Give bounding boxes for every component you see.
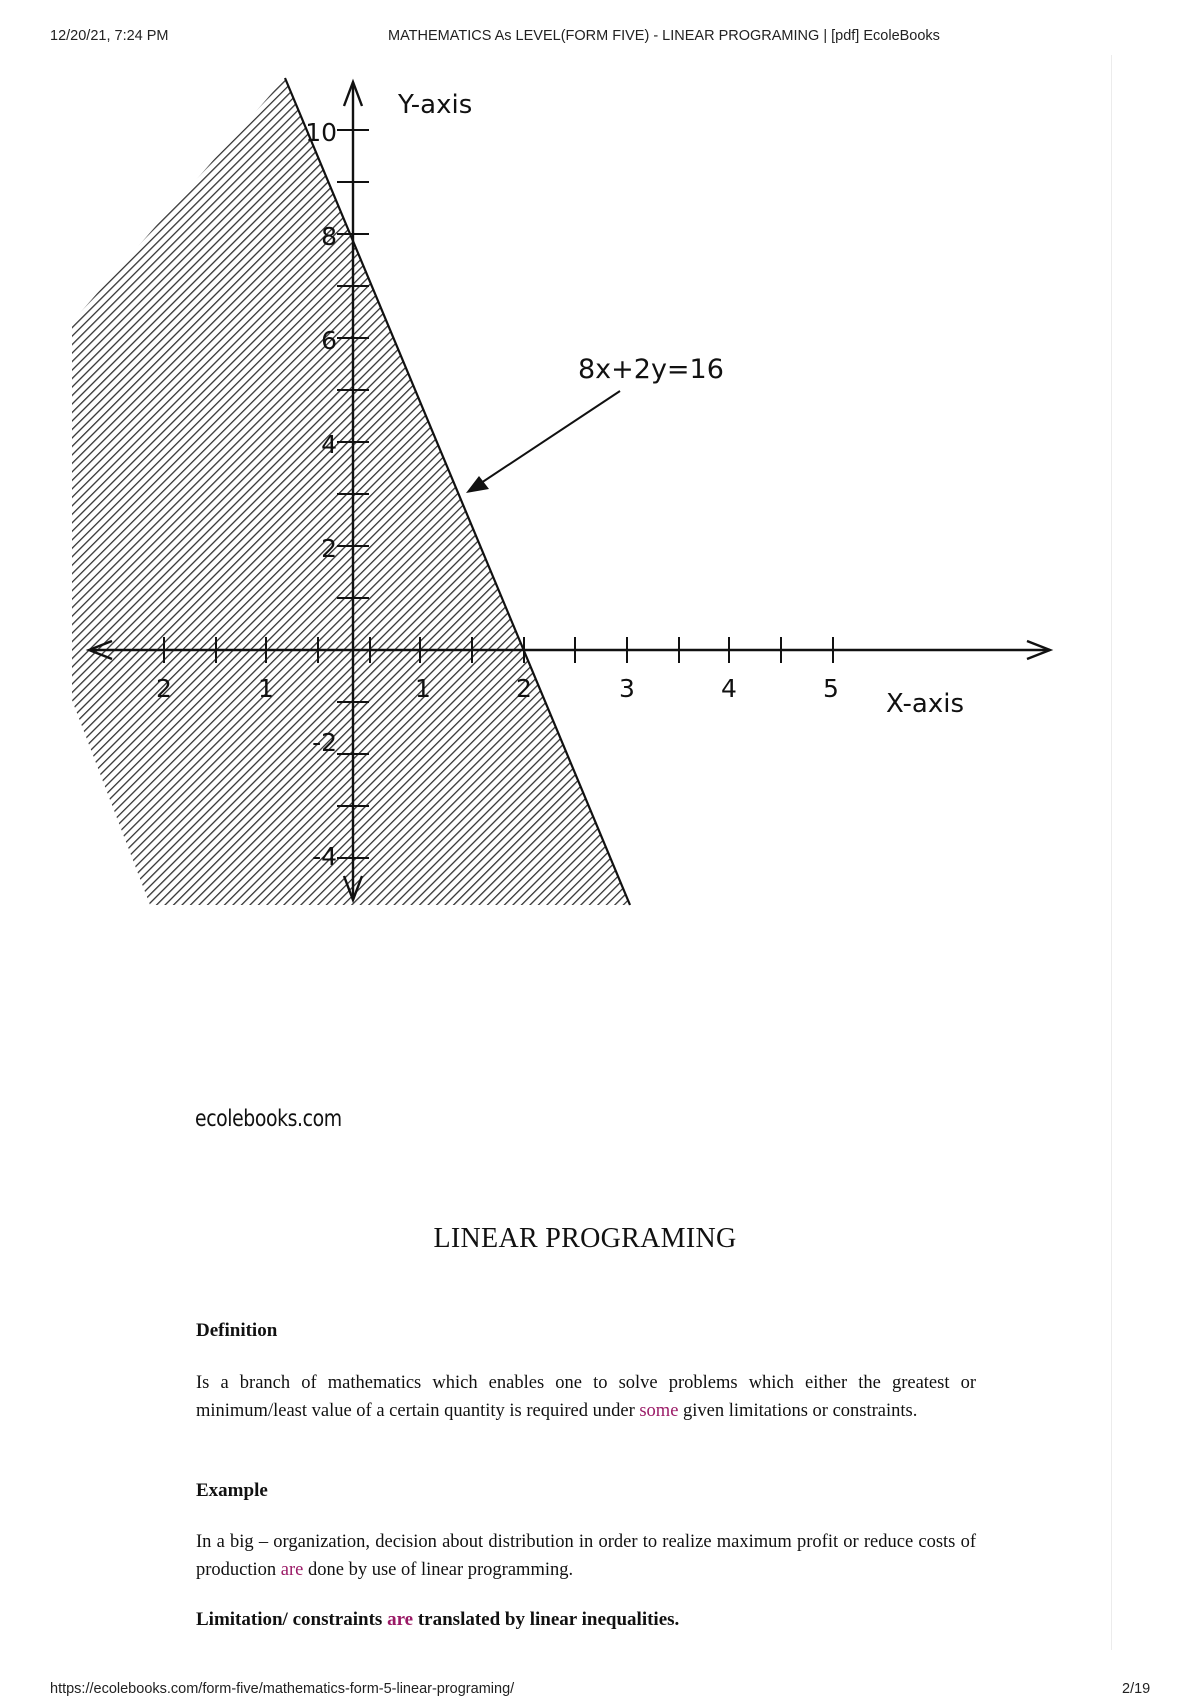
page-number: 2/19: [1122, 1681, 1151, 1697]
site-logo: ecolebooks.com: [195, 1106, 342, 1132]
line-equation-label: 8x+2y=16: [578, 354, 724, 385]
feasible-region: [72, 78, 630, 905]
y-tick-label: 8: [321, 222, 337, 251]
example-paragraph: In a big – organization, decision about distribution in order to realize maximum profit or reduce costs of production are done by use of linear programming.: [196, 1532, 976, 1580]
x-tick-label: 1: [415, 674, 431, 703]
x-tick-label: 3: [619, 674, 635, 703]
definition-paragraph: Is a branch of mathematics which enables one to solve problems which either the greatest or minimum/least value of a certain quantity is required under some given limitations or constraints.: [196, 1373, 976, 1421]
header-title: MATHEMATICS As LEVEL(FORM FIVE) - LINEAR PROGRAMING | [pdf] EcoleBooks: [388, 28, 940, 44]
highlight-link[interactable]: are: [280, 1560, 304, 1580]
example-heading: Example: [196, 1480, 268, 1501]
label-pointer-arrowhead: [466, 476, 489, 493]
footer-url[interactable]: https://ecolebooks.com/form-five/mathematics-form-5-linear-programing/: [50, 1681, 515, 1697]
y-tick-label: -2: [312, 728, 337, 757]
page-title: LINEAR PROGRAMING: [433, 1223, 737, 1254]
definition-heading: Definition: [196, 1320, 278, 1341]
x-tick-label: 2: [156, 674, 172, 703]
y-tick-label: -4: [312, 842, 337, 871]
highlight-link[interactable]: some: [639, 1401, 679, 1421]
y-tick-label: 2: [321, 534, 337, 563]
label-pointer-arrow: [478, 391, 620, 485]
x-axis-label: X-axis: [886, 689, 964, 719]
y-axis-label: Y-axis: [398, 90, 473, 120]
limitation-statement: Limitation/ constraints are translated by linear inequalities.: [196, 1609, 680, 1630]
x-tick-label: 1: [258, 674, 274, 703]
x-tick-label: 4: [721, 674, 737, 703]
header-datetime: 12/20/21, 7:24 PM: [50, 28, 169, 44]
y-tick-label: 10: [305, 118, 337, 147]
highlight-link[interactable]: are: [387, 1609, 414, 1630]
x-tick-label: 5: [823, 674, 839, 703]
y-tick-label: 4: [321, 430, 337, 459]
x-tick-label: 2: [516, 674, 532, 703]
y-tick-label: 6: [321, 326, 337, 355]
